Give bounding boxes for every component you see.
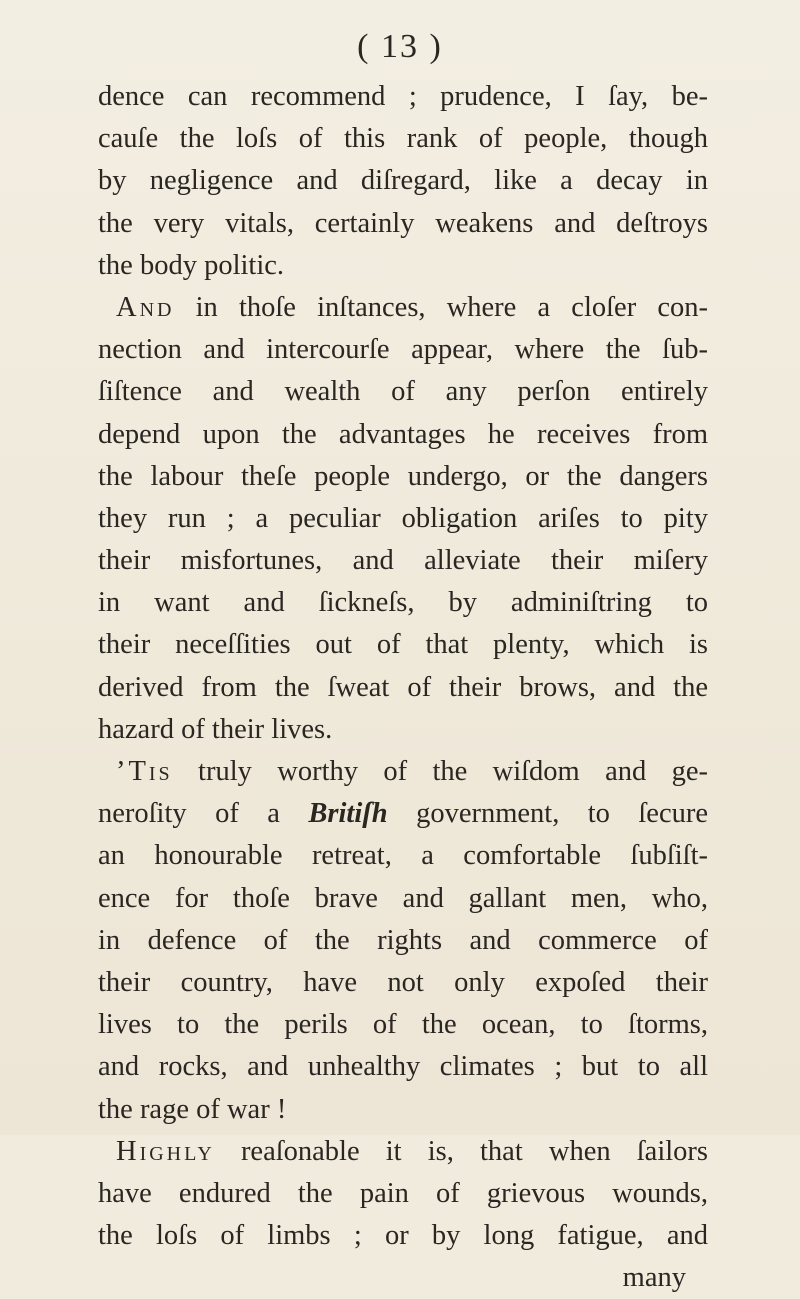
text-line: the labour theſe people undergo, or the dangers (98, 460, 708, 492)
text-line: hazard of their lives. (98, 713, 333, 745)
text-line: and rocks, and unhealthy climates ; but to all (98, 1051, 708, 1083)
line-remainder: truly worthy of the wiſdom and ge- (172, 756, 708, 787)
text-line: dence can recommend ; prudence, I ſay, be- (98, 81, 708, 112)
paragraph-lead-word: ’Tis (116, 756, 173, 787)
text-line: lives to the perils of the ocean, to ſtorms, (98, 1009, 708, 1041)
text-line: the rage of war ! (98, 1093, 287, 1125)
text-line: ence for thoſe brave and gallant men, who, (98, 882, 708, 914)
text-line: they run ; a peculiar obligation ariſes to pity (98, 502, 708, 534)
paragraph-start-line (98, 287, 708, 329)
text-line: their country, have not only expoſed their (98, 966, 708, 998)
body-text (98, 76, 708, 1299)
text-line-with-italic (98, 793, 708, 835)
text-line: derived from the ſweat of their brows, and the (98, 671, 708, 703)
text-line: nection and intercourſe appear, where the ſub- (98, 334, 708, 366)
text-line: the very vitals, certainly weakens and deſtroys (98, 207, 708, 239)
catchword: many (622, 1262, 686, 1294)
text-line: their misfortunes, and alleviate their miſery (98, 545, 708, 577)
text-line: cauſe the loſs of this rank of people, though (98, 123, 708, 155)
paragraph-lead-word: And (116, 291, 175, 323)
line-suffix: government, to ſecure (387, 798, 708, 830)
text-line: their neceſſities out of that plenty, which is (98, 629, 708, 661)
italic-word: Britiſh (308, 798, 388, 830)
paragraph-start-line (98, 1131, 708, 1173)
text-line: have endured the pain of grievous wounds, (98, 1177, 708, 1209)
text-line: depend upon the advantages he receives from (98, 418, 708, 450)
text-line: an honourable retreat, a comfortable ſubſiſt- (98, 840, 708, 872)
text-line: ſiſtence and wealth of any perſon entirely (98, 376, 708, 408)
line-prefix: neroſity of a (98, 798, 309, 830)
line-remainder: reaſonable it is, that when ſailors (214, 1135, 708, 1167)
paragraph-start-line (98, 751, 708, 793)
line-remainder: in thoſe inſtances, where a cloſer con- (174, 291, 708, 323)
text-line: in defence of the rights and commerce of (98, 924, 708, 956)
paragraph-lead-word: Highly (116, 1135, 215, 1167)
text-line: by negligence and diſregard, like a decay in (98, 165, 708, 197)
text-line: in want and ſickneſs, by adminiſtring to (98, 587, 708, 619)
page-number: ( 13 ) (357, 28, 443, 65)
text-line: the body politic. (98, 249, 285, 281)
text-line: the loſs of limbs ; or by long fatigue, and (98, 1220, 708, 1252)
